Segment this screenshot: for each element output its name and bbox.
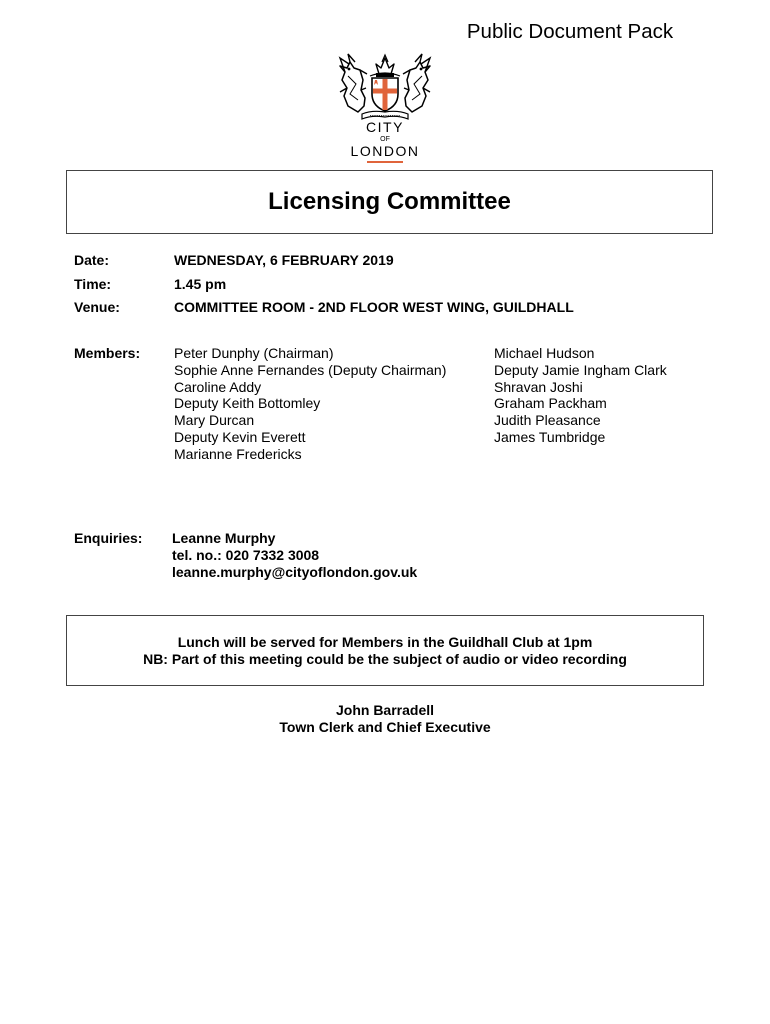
enquiries-label: Enquiries: <box>74 530 143 546</box>
member-name: Judith Pleasance <box>494 412 601 429</box>
member-name: Caroline Addy <box>174 378 262 395</box>
venue-value: COMMITTEE ROOM - 2ND FLOOR WEST WING, GUILDHALL <box>174 299 574 315</box>
member-name: Deputy Kevin Everett <box>174 428 306 445</box>
wordmark-of: OF <box>380 136 390 143</box>
member-name: Sophie Anne Fernandes (Deputy Chairman) <box>174 361 447 378</box>
committee-title-box <box>66 170 713 234</box>
member-name: Deputy Keith Bottomley <box>174 395 321 412</box>
lunch-notice: Lunch will be served for Members in the Guildhall Club at 1pm <box>177 633 593 650</box>
member-name: Deputy Jamie Ingham Clark <box>494 361 667 378</box>
time-label: Time: <box>74 276 112 292</box>
meeting-notice-box <box>66 615 704 686</box>
signoff-title: Town Clerk and Chief Executive <box>279 719 491 735</box>
members-list-right <box>494 345 667 446</box>
signoff-block <box>170 702 600 736</box>
contact-email: leanne.murphy@cityoflondon.gov.uk <box>172 564 418 580</box>
member-name: Marianne Fredericks <box>174 445 302 462</box>
wordmark-accent-rule <box>367 161 403 163</box>
date-label: Date: <box>74 252 110 268</box>
time-value: 1.45 pm <box>174 276 227 292</box>
member-name: Shravan Joshi <box>494 378 583 395</box>
city-of-london-wordmark <box>335 120 435 163</box>
member-name: James Tumbridge <box>494 428 606 445</box>
member-name: Mary Durcan <box>174 412 255 429</box>
public-document-pack-title: Public Document Pack <box>466 20 674 43</box>
venue-label: Venue: <box>74 299 120 315</box>
committee-title: Licensing Committee <box>268 188 511 215</box>
wordmark-london: LONDON <box>350 143 420 159</box>
members-list-left <box>174 345 446 463</box>
member-name: Michael Hudson <box>494 345 595 361</box>
member-name: Peter Dunphy (Chairman) <box>174 345 334 361</box>
city-of-london-crest-icon <box>336 50 434 120</box>
recording-notice: NB: Part of this meeting could be the subject of audio or video recording <box>143 650 627 667</box>
signoff-name: John Barradell <box>335 702 435 718</box>
date-value: WEDNESDAY, 6 FEBRUARY 2019 <box>174 252 394 268</box>
contact-name: Leanne Murphy <box>172 530 276 546</box>
members-label: Members: <box>74 345 141 361</box>
wordmark-city: CITY <box>366 119 404 135</box>
enquiries-contact <box>172 530 417 581</box>
member-name: Graham Packham <box>494 395 607 412</box>
contact-phone: tel. no.: 020 7332 3008 <box>172 547 320 563</box>
